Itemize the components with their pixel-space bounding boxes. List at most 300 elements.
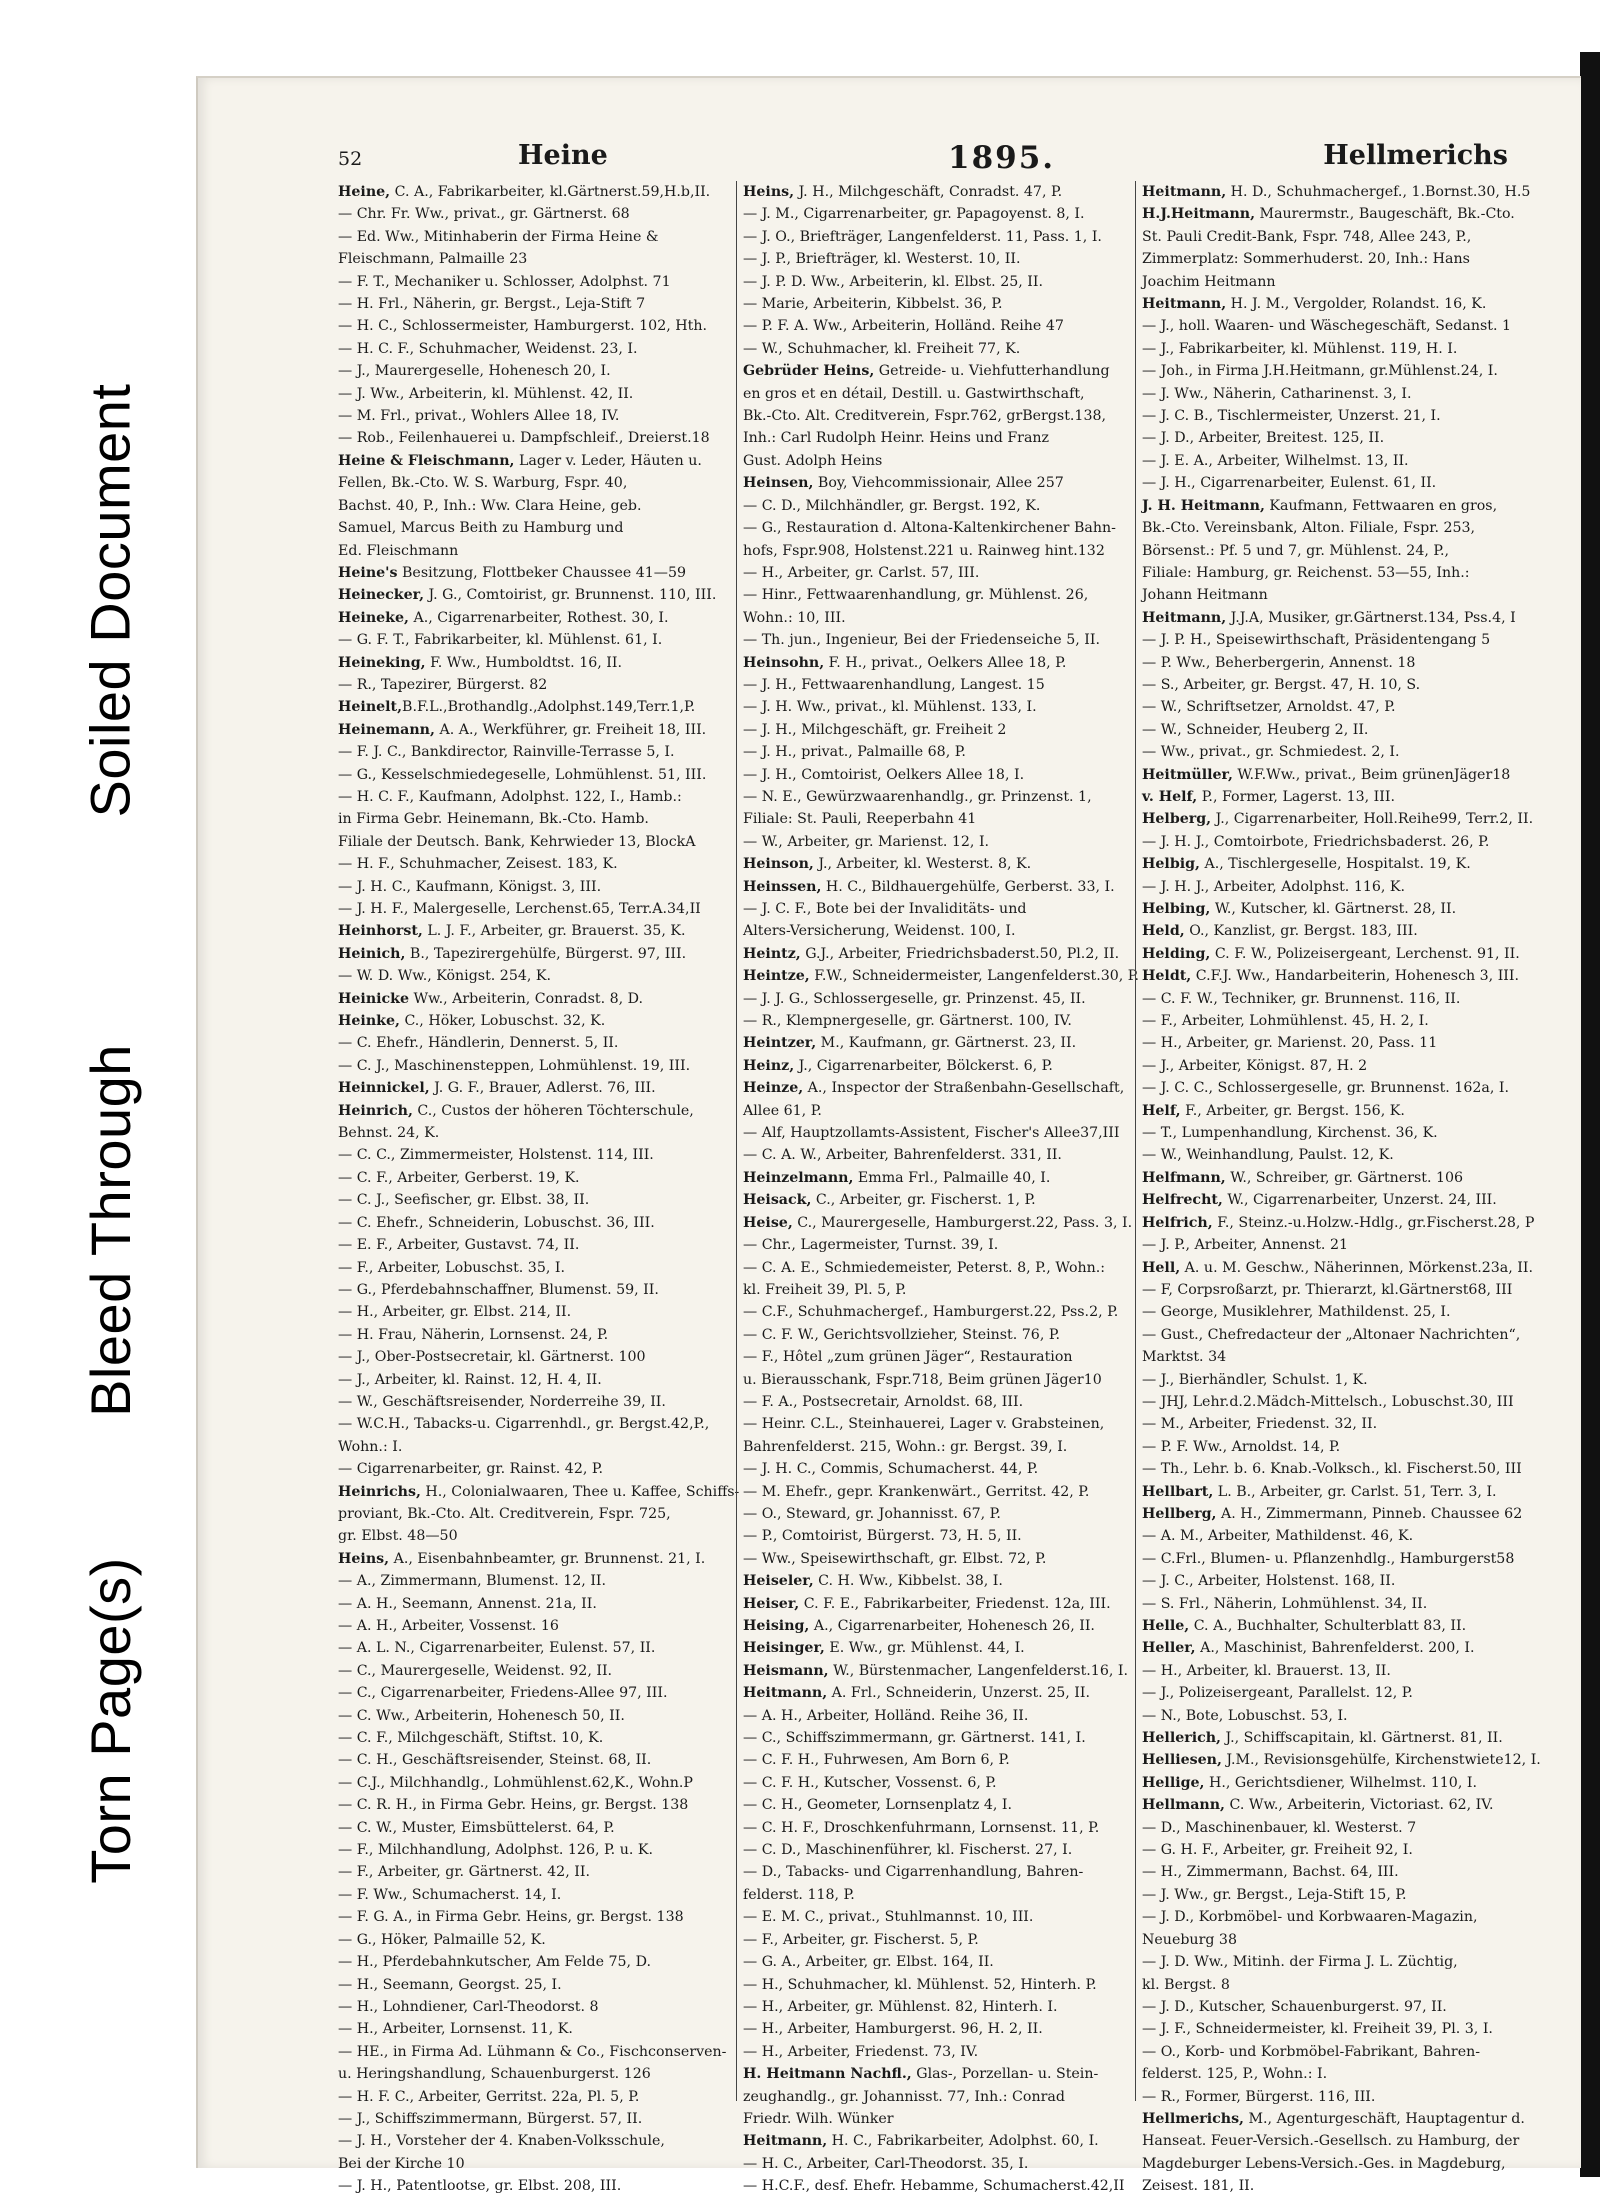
directory-entry bbox=[338, 2018, 722, 2040]
entry-surname: Helbing, bbox=[1142, 901, 1211, 917]
directory-entry bbox=[743, 1324, 1127, 1346]
entry-surname: Heinicke bbox=[338, 990, 410, 1007]
entry-details: — J., Maurergeselle, Hohenesch 20, I. bbox=[338, 363, 611, 380]
entry-details: Magdeburger Lebens-Versich.-Ges. in Magdeburg, bbox=[1142, 2155, 1506, 2172]
entry-details: A. u. M. Geschw., Näherinnen, Mörkenst.23a, II. bbox=[1180, 1259, 1533, 1276]
directory-entry bbox=[1142, 1772, 1526, 1794]
directory-entry bbox=[338, 988, 722, 1010]
entry-details: Filiale: St. Pauli, Reeperbahn 41 bbox=[743, 811, 977, 828]
directory-page bbox=[196, 76, 1581, 2195]
directory-entry bbox=[338, 696, 722, 718]
entry-details: Wohn.: 10, III. bbox=[743, 609, 846, 626]
entry-details: A., Inspector der Straßenbahn-Gesellschaft, bbox=[803, 1080, 1125, 1097]
entry-details: W., Kutscher, kl. Gärtnerst. 28, II. bbox=[1210, 901, 1457, 917]
directory-entry bbox=[743, 1974, 1127, 1996]
directory-entry bbox=[1142, 1615, 1526, 1637]
directory-entry bbox=[1142, 1974, 1526, 1996]
entry-details: — Ww., privat., gr. Schmiedest. 2, I. bbox=[1142, 744, 1400, 761]
entry-surname: Heine's bbox=[338, 564, 398, 581]
entry-surname: Helfmann, bbox=[1142, 1169, 1226, 1186]
entry-details: — G. A., Arbeiter, gr. Elbst. 164, II. bbox=[743, 1954, 994, 1971]
entry-details: — C. F. H., Kutscher, Vossenst. 6, P. bbox=[743, 1774, 997, 1791]
entry-surname: Heins, bbox=[338, 1550, 390, 1567]
entry-details: F., Steinz.-u.Holzw.-Hdlg., gr.Fischerst.28, P bbox=[1212, 1214, 1535, 1231]
entry-details: — J. P. H., Speisewirthschaft, Präsidentengang 5 bbox=[1142, 632, 1491, 649]
directory-entry bbox=[338, 1749, 722, 1771]
entry-details: — R., Klempnergeselle, gr. Gärtnerst. 100, IV. bbox=[743, 1013, 1072, 1030]
directory-entry bbox=[1142, 1996, 1526, 2018]
directory-entry bbox=[1142, 1906, 1526, 1928]
entry-details: M., Agenturgeschäft, Hauptagentur d. bbox=[1244, 2110, 1525, 2127]
entry-details: — H., Lohndiener, Carl-Theodorst. 8 bbox=[338, 1998, 599, 2015]
entry-details: — J., Ober-Postsecretair, kl. Gärtnerst. 100 bbox=[338, 1349, 646, 1366]
entry-details: gr. Elbst. 48—50 bbox=[338, 1528, 458, 1545]
entry-details: — F. A., Postsecretair, Arnoldst. 68, III. bbox=[743, 1393, 1024, 1410]
directory-entry bbox=[338, 1593, 722, 1615]
entry-details: — C. R. H., in Firma Gebr. Heins, gr. Bergst. 138 bbox=[338, 1797, 689, 1814]
entry-details: — J. O., Briefträger, Langenfelderst. 11, Pass. 1, I. bbox=[743, 228, 1102, 245]
directory-entry bbox=[1142, 293, 1526, 315]
directory-entry bbox=[1142, 1234, 1526, 1256]
entry-details: — F., Milchhandlung, Adolphst. 126, P. u. K. bbox=[338, 1842, 653, 1859]
entry-details: Marktst. 34 bbox=[1142, 1349, 1227, 1366]
directory-entry bbox=[338, 1122, 722, 1144]
directory-entry bbox=[1142, 2108, 1526, 2130]
entry-details: — F., Arbeiter, Lobuschst. 35, I. bbox=[338, 1259, 565, 1276]
entry-details: — A. M., Arbeiter, Mathildenst. 46, K. bbox=[1142, 1528, 1414, 1545]
entry-surname: Heinsohn, bbox=[743, 654, 825, 671]
directory-entry bbox=[338, 2086, 722, 2108]
directory-entry bbox=[338, 1413, 722, 1435]
entry-details: — H. Frau, Näherin, Lornsenst. 24, P. bbox=[338, 1326, 609, 1343]
directory-entry bbox=[1142, 405, 1526, 427]
entry-details: — J., Polizeisergeant, Parallelst. 12, P. bbox=[1142, 1685, 1413, 1702]
directory-entry bbox=[1142, 965, 1526, 987]
entry-details: Maurermstr., Baugeschäft, Bk.-Cto. bbox=[1255, 206, 1515, 223]
directory-entry bbox=[743, 1032, 1127, 1054]
entry-surname: Heinelt, bbox=[338, 699, 403, 716]
directory-entry bbox=[1142, 898, 1526, 920]
directory-entry bbox=[338, 562, 722, 584]
entry-details: Bk.-Cto. Alt. Creditverein, Fspr.762, grBergst.138, bbox=[743, 408, 1107, 425]
entry-details: — J. H., Vorsteher der 4. Knaben-Volksschule, bbox=[338, 2133, 665, 2150]
directory-entry bbox=[338, 1884, 722, 1906]
entry-details: — H., Arbeiter, gr. Mühlenst. 82, Hinterh. I. bbox=[743, 1998, 1058, 2015]
entry-details: — M. Frl., privat., Wohlers Allee 18, IV. bbox=[338, 408, 620, 425]
directory-entry bbox=[1142, 1839, 1526, 1861]
entry-details: — J. H. F., Malergeselle, Lerchenst.65, Terr.A.34,II bbox=[338, 901, 701, 917]
directory-entry bbox=[338, 472, 722, 494]
entry-details: C., Höker, Lobuschst. 32, K. bbox=[399, 1013, 606, 1030]
directory-entry bbox=[338, 629, 722, 651]
directory-entry bbox=[1142, 2175, 1526, 2197]
directory-columns bbox=[338, 181, 1541, 2195]
entry-details: — A. L. N., Cigarrenarbeiter, Eulenst. 57, II. bbox=[338, 1640, 656, 1657]
directory-entry bbox=[338, 1436, 722, 1458]
entry-details: — P. Ww., Beherbergerin, Annenst. 18 bbox=[1142, 654, 1416, 671]
directory-entry bbox=[1142, 1548, 1526, 1570]
entry-surname: Heisack, bbox=[743, 1192, 812, 1209]
directory-entry bbox=[1142, 1100, 1526, 1122]
directory-entry bbox=[338, 1794, 722, 1816]
entry-details: P., Former, Lagerst. 13, III. bbox=[1197, 788, 1395, 805]
directory-entry bbox=[743, 1951, 1127, 1973]
directory-entry bbox=[743, 696, 1127, 718]
directory-entry bbox=[743, 360, 1127, 382]
directory-entry bbox=[1142, 203, 1526, 225]
entry-details: proviant, Bk.-Cto. Alt. Creditverein, Fspr. 725, bbox=[338, 1505, 671, 1522]
entry-details: — G. H. F., Arbeiter, gr. Freiheit 92, I. bbox=[1142, 1842, 1413, 1859]
directory-entry bbox=[743, 427, 1127, 449]
directory-entry bbox=[743, 2086, 1127, 2108]
entry-details: M., Kaufmann, gr. Gärtnerst. 23, II. bbox=[816, 1035, 1077, 1052]
directory-entry bbox=[743, 1212, 1133, 1234]
directory-entry bbox=[338, 1615, 722, 1637]
entry-details: — O., Korb- und Korbmöbel-Fabrikant, Bahren- bbox=[1142, 2043, 1481, 2060]
entry-details: — G., Höker, Palmaille 52, K. bbox=[338, 1931, 546, 1948]
entry-details: en gros et en détail, Destill. u. Gastwirthschaft, bbox=[743, 385, 1085, 402]
directory-entry bbox=[743, 1481, 1127, 1503]
directory-entry bbox=[1142, 2041, 1526, 2063]
directory-entry bbox=[743, 181, 1127, 203]
directory-entry bbox=[743, 1301, 1127, 1323]
directory-entry bbox=[1142, 1593, 1526, 1615]
bleed-through-label: Bleed Through bbox=[78, 1043, 142, 1417]
directory-entry bbox=[1142, 1010, 1526, 1032]
directory-entry bbox=[743, 1861, 1127, 1883]
entry-details: — C. D., Milchhändler, gr. Bergst. 192, K. bbox=[743, 497, 1041, 514]
directory-entry bbox=[338, 1660, 722, 1682]
entry-details: — F. T., Mechaniker u. Schlosser, Adolphst. 71 bbox=[338, 273, 671, 290]
directory-entry bbox=[743, 1369, 1127, 1391]
entry-details: J. G. F., Brauer, Adlerst. 76, III. bbox=[429, 1080, 656, 1097]
directory-entry bbox=[743, 853, 1127, 875]
entry-details: — C. A. W., Arbeiter, Bahrenfelderst. 331, II. bbox=[743, 1147, 1062, 1164]
entry-details: — N. E., Gewürzwaarenhandlg., gr. Prinzenst. 1, bbox=[743, 788, 1092, 805]
directory-entry bbox=[1142, 719, 1526, 741]
entry-details: Kaufmann, Fettwaaren en gros, bbox=[1264, 497, 1498, 514]
entry-surname: Heineke, bbox=[338, 609, 409, 626]
entry-details: u. Bierausschank, Fspr.718, Beim grünen Jäger10 bbox=[743, 1371, 1102, 1388]
directory-entry bbox=[743, 1346, 1127, 1368]
entry-details: — H., Zimmermann, Bachst. 64, III. bbox=[1142, 1864, 1399, 1881]
directory-entry bbox=[1142, 2063, 1526, 2085]
entry-details: F.W., Schneidermeister, Langenfelderst.30, P. bbox=[809, 968, 1139, 985]
entry-details: J. H., Milchgeschäft, Conradst. 47, P. bbox=[794, 184, 1063, 200]
directory-entry bbox=[338, 293, 722, 315]
entry-details: — C. J., Maschinensteppen, Lohmühlenst. 19, III. bbox=[338, 1057, 691, 1074]
directory-entry bbox=[743, 495, 1127, 517]
entry-details: — H., Arbeiter, Hamburgerst. 96, H. 2, II. bbox=[743, 2021, 1043, 2038]
directory-entry bbox=[743, 1794, 1127, 1816]
entry-details: Emma Frl., Palmaille 40, I. bbox=[853, 1169, 1051, 1186]
entry-details: u. Heringshandlung, Schauenburgerst. 126 bbox=[338, 2066, 651, 2083]
column-left bbox=[338, 181, 740, 2195]
directory-entry bbox=[743, 1055, 1127, 1077]
directory-entry bbox=[1142, 786, 1526, 808]
entry-surname: Heinich, bbox=[338, 945, 406, 962]
entry-surname: Heitmann, bbox=[1142, 296, 1227, 313]
entry-details: — H. Frl., Näherin, gr. Bergst., Leja-Stift 7 bbox=[338, 296, 646, 313]
entry-surname: Heitmann, bbox=[1142, 184, 1227, 200]
entry-details: — H., Arbeiter, Lornsenst. 11, K. bbox=[338, 2021, 573, 2038]
entry-surname: Hellige, bbox=[1142, 1774, 1205, 1791]
directory-entry bbox=[338, 495, 722, 517]
entry-details: A. Frl., Schneiderin, Unzerst. 25, II. bbox=[827, 1685, 1090, 1702]
entry-surname: Heinsen, bbox=[743, 475, 814, 492]
entry-details: C. A., Buchhalter, Schulterblatt 83, II. bbox=[1189, 1618, 1467, 1634]
entry-surname: Heintze, bbox=[743, 968, 810, 985]
entry-details: J.J.A, Musiker, gr.Gärtnerst.134, Pss.4, I bbox=[1226, 609, 1516, 626]
directory-entry bbox=[1142, 1189, 1526, 1211]
directory-entry bbox=[338, 831, 722, 853]
entry-surname: Heintz, bbox=[743, 945, 801, 962]
entry-details: — P., Comtoirist, Bürgerst. 73, H. 5, II. bbox=[743, 1528, 1022, 1545]
directory-entry bbox=[1142, 248, 1526, 270]
entry-details: Filiale der Deutsch. Bank, Kehrwieder 13, BlockA bbox=[338, 833, 696, 850]
directory-entry bbox=[743, 1615, 1127, 1637]
entry-details: — H. C., Arbeiter, Carl-Theodorst. 35, I. bbox=[743, 2155, 1029, 2172]
directory-entry bbox=[338, 1727, 722, 1749]
entry-details: J.M., Revisionsgehülfe, Kirchenstwiete12, I. bbox=[1221, 1752, 1541, 1769]
directory-entry bbox=[338, 808, 722, 830]
directory-entry bbox=[338, 1996, 722, 2018]
entry-details: W., Schreiber, gr. Gärtnerst. 106 bbox=[1225, 1169, 1464, 1186]
directory-entry bbox=[1142, 562, 1526, 584]
entry-details: — J. D., Korbmöbel- und Korbwaaren-Magazin, bbox=[1142, 1909, 1478, 1926]
entry-details: felderst. 118, P. bbox=[743, 1886, 855, 1903]
entry-surname: Heinrich, bbox=[338, 1102, 413, 1119]
directory-entry bbox=[1142, 360, 1526, 382]
directory-entry bbox=[743, 1660, 1127, 1682]
entry-details: — Ed. Ww., Mitinhaberin der Firma Heine & bbox=[338, 228, 659, 245]
directory-entry bbox=[743, 405, 1127, 427]
directory-entry bbox=[743, 472, 1127, 494]
directory-entry bbox=[338, 898, 722, 920]
entry-details: — P. F. A. Ww., Arbeiterin, Holländ. Reihe 47 bbox=[743, 318, 1064, 335]
directory-entry bbox=[743, 248, 1127, 270]
entry-details: W., Bürstenmacher, Langenfelderst.16, I. bbox=[828, 1662, 1128, 1679]
directory-entry bbox=[743, 1391, 1127, 1413]
entry-details: — C.F., Schuhmachergef., Hamburgerst.22, Pss.2, P. bbox=[743, 1304, 1119, 1321]
directory-entry bbox=[338, 1324, 722, 1346]
directory-entry bbox=[743, 1772, 1127, 1794]
entry-surname: Helberg, bbox=[1142, 811, 1212, 828]
entry-details: — W., Geschäftsreisender, Norderreihe 39, II. bbox=[338, 1393, 666, 1410]
column-right bbox=[1135, 181, 1541, 2195]
directory-entry bbox=[338, 1570, 722, 1592]
entry-details: A., Cigarrenarbeiter, Rothest. 30, I. bbox=[408, 609, 669, 626]
entry-details: — W. D. Ww., Königst. 254, K. bbox=[338, 968, 552, 985]
entry-details: H., Colonialwaaren, Thee u. Kaffee, Schiffs- bbox=[420, 1483, 740, 1500]
directory-entry bbox=[743, 562, 1127, 584]
directory-entry bbox=[743, 719, 1127, 741]
directory-entry bbox=[1142, 315, 1526, 337]
entry-details: — J. D., Arbeiter, Breitest. 125, II. bbox=[1142, 430, 1385, 447]
entry-details: F. Ww., Humboldtst. 16, II. bbox=[425, 654, 622, 671]
directory-entry bbox=[338, 1974, 722, 1996]
entry-surname: Held, bbox=[1142, 923, 1185, 940]
directory-entry bbox=[743, 2130, 1127, 2152]
entry-details: Zimmerplatz: Sommerhuderst. 20, Inh.: Hans bbox=[1142, 251, 1470, 268]
entry-details: O., Kanzlist, gr. Bergst. 183, III. bbox=[1184, 923, 1418, 940]
directory-entry bbox=[1142, 808, 1534, 830]
directory-entry bbox=[338, 1301, 722, 1323]
entry-details: — J. Ww., Näherin, Catharinenst. 3, I. bbox=[1142, 385, 1412, 402]
entry-details: — J. P., Arbeiter, Annenst. 21 bbox=[1142, 1237, 1348, 1254]
directory-entry bbox=[1142, 1077, 1526, 1099]
entry-details: Bei der Kirche 10 bbox=[338, 2155, 465, 2172]
margin-labels bbox=[0, 0, 190, 2177]
entry-details: — J. C., Arbeiter, Holstenst. 168, II. bbox=[1142, 1573, 1396, 1590]
entry-details: Bachst. 40, P., Inh.: Ww. Clara Heine, geb. bbox=[338, 497, 642, 514]
entry-details: C. Ww., Arbeiterin, Victoriast. 62, IV. bbox=[1225, 1797, 1494, 1814]
directory-entry bbox=[1142, 2018, 1526, 2040]
directory-entry bbox=[338, 876, 722, 898]
entry-details: H. D., Schuhmachergef., 1.Bornst.30, H.5 bbox=[1226, 184, 1531, 200]
entry-details: — S. Frl., Näherin, Lohmühlenst. 34, II. bbox=[1142, 1595, 1428, 1612]
directory-entry bbox=[1142, 2086, 1526, 2108]
entry-details: Johann Heitmann bbox=[1142, 587, 1268, 604]
entry-details: Zeisest. 181, II. bbox=[1142, 2178, 1255, 2195]
entry-details: Bk.-Cto. Vereinsbank, Alton. Filiale, Fspr. 253, bbox=[1142, 520, 1476, 537]
entry-details: — M. Ehefr., gepr. Krankenwärt., Gerritst. 42, P. bbox=[743, 1483, 1090, 1500]
entry-details: felderst. 125, P., Wohn.: I. bbox=[1142, 2066, 1328, 2083]
entry-details: W., Cigarrenarbeiter, Unzerst. 24, III. bbox=[1222, 1192, 1497, 1209]
directory-entry bbox=[743, 1727, 1127, 1749]
directory-entry bbox=[1142, 1660, 1526, 1682]
entry-details: — H. C. F., Kaufmann, Adolphst. 122, I., Hamb.: bbox=[338, 788, 682, 805]
directory-entry bbox=[743, 315, 1127, 337]
directory-entry bbox=[743, 540, 1127, 562]
entry-details: — J. H., privat., Palmaille 68, P. bbox=[743, 744, 966, 761]
entry-details: — C. F. H., Fuhrwesen, Am Born 6, P. bbox=[743, 1752, 1010, 1769]
header-year: 1895. bbox=[948, 140, 1056, 176]
entry-surname: Heitmüller, bbox=[1142, 766, 1233, 783]
entry-details: — C. F., Milchgeschäft, Stiftst. 10, K. bbox=[338, 1730, 604, 1747]
directory-entry bbox=[338, 405, 722, 427]
entry-details: — C. W., Muster, Eimsbüttelerst. 64, P. bbox=[338, 1819, 615, 1836]
entry-surname: Heinecker, bbox=[338, 587, 425, 604]
entry-details: Wohn.: I. bbox=[338, 1438, 403, 1455]
directory-entry bbox=[1142, 1817, 1526, 1839]
entry-details: — C. Ehefr., Händlerin, Dennerst. 5, II. bbox=[338, 1035, 619, 1052]
entry-details: — Marie, Arbeiterin, Kibbelst. 36, P. bbox=[743, 296, 1003, 313]
entry-surname: Heitmann, bbox=[1142, 609, 1227, 626]
directory-entry bbox=[743, 517, 1127, 539]
directory-entry bbox=[1142, 1167, 1526, 1189]
entry-surname: H. Heitmann Nachfl., bbox=[743, 2066, 912, 2083]
torn-pages-label: Torn Page(s) bbox=[78, 1556, 142, 1884]
entry-details: A. A., Werkführer, gr. Freiheit 18, III. bbox=[434, 721, 707, 738]
directory-entry bbox=[743, 383, 1127, 405]
directory-entry bbox=[743, 1010, 1127, 1032]
directory-entry bbox=[338, 248, 722, 270]
entry-details: — C. A. E., Schmiedemeister, Peterst. 8, P., Wohn.: bbox=[743, 1259, 1106, 1276]
entry-details: — C. F. W., Gerichtsvollzieher, Steinst. 76, P. bbox=[743, 1326, 1061, 1343]
entry-details: — Ww., Speisewirthschaft, gr. Elbst. 72, P. bbox=[743, 1550, 1047, 1567]
entry-surname: Hell, bbox=[1142, 1259, 1181, 1276]
directory-entry bbox=[1142, 607, 1526, 629]
directory-entry bbox=[1142, 1794, 1526, 1816]
directory-entry bbox=[743, 450, 1127, 472]
entry-details: — W., Schriftsetzer, Arnoldst. 47, P. bbox=[1142, 699, 1396, 716]
entry-details: kl. Freiheit 39, Pl. 5, P. bbox=[743, 1281, 907, 1298]
directory-entry bbox=[338, 1503, 722, 1525]
entry-details: — Gust., Chefredacteur der „Altonaer Nachrichten“, bbox=[1142, 1326, 1521, 1343]
soiled-document-label: Soiled Document bbox=[78, 383, 142, 817]
directory-entry bbox=[338, 1032, 722, 1054]
entry-details: — F. J. C., Bankdirector, Rainville-Terrasse 5, I. bbox=[338, 744, 675, 761]
directory-entry bbox=[338, 584, 722, 606]
entry-details: Friedr. Wilh. Wünker bbox=[743, 2110, 894, 2127]
entry-details: J., Cigarrenarbeiter, Bölckerst. 6, P. bbox=[794, 1057, 1053, 1074]
entry-details: L. B., Arbeiter, gr. Carlst. 51, Terr. 3, I. bbox=[1213, 1483, 1497, 1500]
entry-details: Fellen, Bk.-Cto. W. S. Warburg, Fspr. 40, bbox=[338, 475, 628, 492]
entry-details: — J. H., Comtoirist, Oelkers Allee 18, I. bbox=[743, 766, 1025, 783]
entry-details: — George, Musiklehrer, Mathildenst. 25, I. bbox=[1142, 1304, 1451, 1321]
directory-entry bbox=[743, 607, 1127, 629]
directory-entry bbox=[338, 1100, 722, 1122]
directory-entry bbox=[1142, 1301, 1526, 1323]
entry-details: A., Cigarrenarbeiter, Hohenesch 26, II. bbox=[809, 1618, 1095, 1634]
directory-entry bbox=[1142, 1055, 1526, 1077]
entry-surname: Heinemann, bbox=[338, 721, 435, 738]
entry-details: — O., Steward, gr. Johannisst. 67, P. bbox=[743, 1505, 1001, 1522]
directory-entry bbox=[338, 1010, 722, 1032]
entry-details: — J., holl. Waaren- und Wäschegeschäft, Sedanst. 1 bbox=[1142, 318, 1511, 335]
entry-details: — Th., Lehr. b. 6. Knab.-Volksch., kl. Fischerst.50, III bbox=[1142, 1461, 1522, 1478]
entry-surname: H.J.Heitmann, bbox=[1142, 206, 1256, 223]
directory-entry bbox=[1142, 1951, 1526, 1973]
entry-details: H. J. M., Vergolder, Rolandst. 16, K. bbox=[1226, 296, 1487, 313]
entry-details: — C.J., Milchhandlg., Lohmühlenst.62,K., Wohn.P bbox=[338, 1774, 693, 1791]
entry-details: Inh.: Carl Rudolph Heinr. Heins und Franz bbox=[743, 430, 1050, 447]
directory-entry bbox=[1142, 1884, 1526, 1906]
entry-surname: Helfrecht, bbox=[1142, 1192, 1223, 1209]
entry-surname: Heitmann, bbox=[743, 1685, 828, 1702]
directory-entry bbox=[743, 2108, 1127, 2130]
entry-details: — H., Arbeiter, gr. Carlst. 57, III. bbox=[743, 564, 980, 581]
directory-entry bbox=[338, 360, 722, 382]
entry-details: — F., Arbeiter, gr. Fischerst. 5, P. bbox=[743, 1931, 979, 1948]
directory-entry bbox=[338, 1682, 722, 1704]
entry-details: J., Schiffscapitain, kl. Gärtnerst. 81, II. bbox=[1221, 1730, 1503, 1747]
entry-details: — G., Kesselschmiedegeselle, Lohmühlenst. 51, III. bbox=[338, 766, 707, 783]
entry-details: — Alf, Hauptzollamts-Assistent, Fischer's Allee37,III bbox=[743, 1125, 1120, 1142]
entry-surname: Heins, bbox=[743, 184, 795, 200]
entry-details: — H. F., Schuhmacher, Zeisest. 183, K. bbox=[338, 856, 618, 873]
entry-surname: Heinzelmann, bbox=[743, 1169, 854, 1186]
entry-details: — J. Ww., Arbeiterin, kl. Mühlenst. 42, II. bbox=[338, 385, 634, 402]
directory-entry bbox=[338, 271, 722, 293]
directory-entry bbox=[1142, 764, 1526, 786]
directory-entry bbox=[338, 1772, 722, 1794]
entry-details: — J., Arbeiter, kl. Rainst. 12, H. 4, II. bbox=[338, 1371, 602, 1388]
directory-entry bbox=[743, 1593, 1127, 1615]
directory-entry bbox=[338, 1839, 722, 1861]
directory-entry bbox=[743, 1436, 1127, 1458]
directory-entry bbox=[743, 2041, 1127, 2063]
entry-surname: Hellmerichs, bbox=[1142, 2110, 1244, 2127]
directory-entry bbox=[1142, 226, 1526, 248]
entry-details: — J. E. A., Arbeiter, Wilhelmst. 13, II. bbox=[1142, 452, 1409, 469]
directory-entry bbox=[1142, 629, 1526, 651]
directory-entry bbox=[743, 1257, 1127, 1279]
directory-entry bbox=[743, 1077, 1127, 1099]
directory-entry bbox=[743, 876, 1127, 898]
entry-details: — H. F. C., Arbeiter, Gerritst. 22a, Pl. 5, P. bbox=[338, 2088, 640, 2105]
